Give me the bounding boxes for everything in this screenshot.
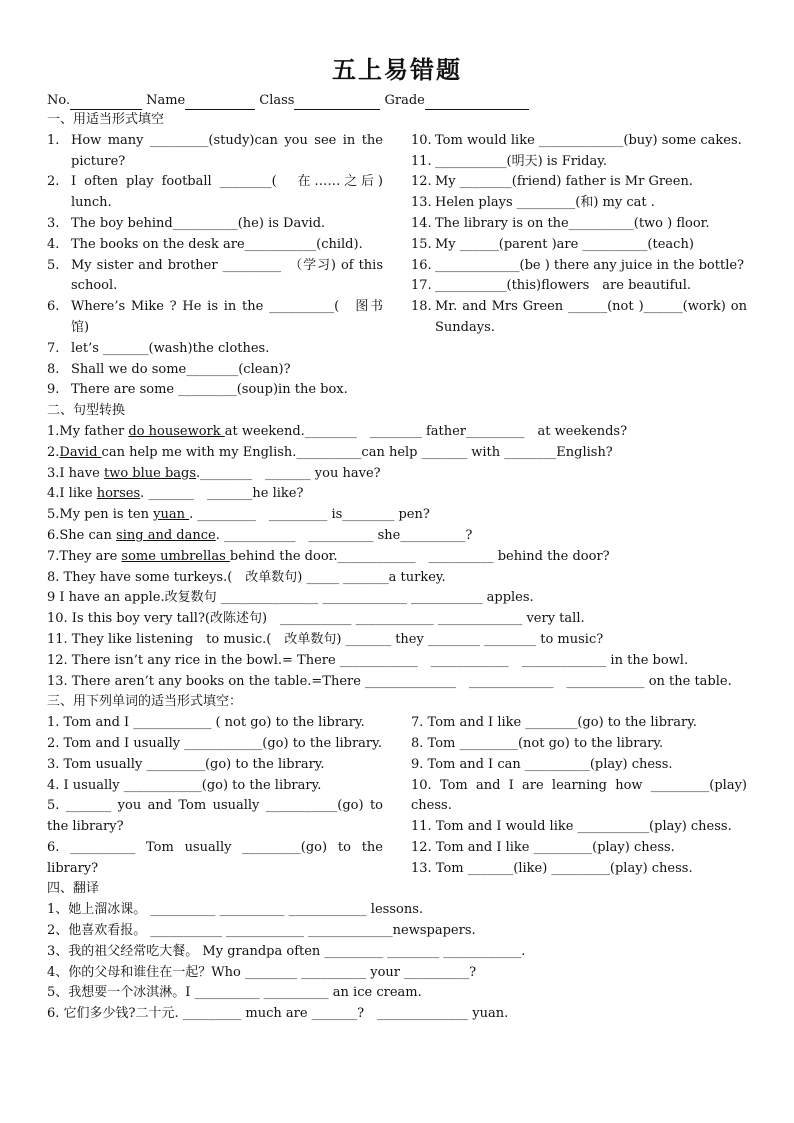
- exercise-item: [47, 588, 747, 609]
- exercise-item: [411, 755, 747, 776]
- exercise-item: [47, 380, 383, 401]
- item-text: 4.I like: [47, 486, 97, 502]
- item-number: 5.: [47, 257, 60, 273]
- exercise-item: [47, 235, 383, 256]
- translation-item: 3、我的祖父经常吃大餐。 My grandpa often _________ ________ ____________.: [47, 943, 526, 959]
- translation-item: 2、他喜欢看报。 ___________ ____________ _____________newspapers.: [47, 923, 476, 939]
- item-text: . ___________ __________ she__________?: [215, 527, 473, 543]
- exercise-item: [411, 131, 747, 152]
- item-number: 6.: [47, 299, 60, 315]
- item-text: 8. They have some turkeys.( 改单数句) _____ _______a turkey.: [47, 569, 446, 585]
- item-text: . _________ _________ is________ pen?: [189, 507, 430, 523]
- part3-left-column: [47, 713, 383, 879]
- translation-item: 4、你的父母和谁住在一起？Who ________ __________ your __________?: [47, 964, 477, 980]
- item-text: 3. Tom usually _________(go) to the library.: [47, 756, 325, 772]
- exercise-item: [411, 713, 747, 734]
- underlined-phrase: two blue bags: [103, 465, 197, 481]
- exercise-item: [47, 672, 747, 693]
- underlined-phrase: some umbrellas: [121, 548, 230, 564]
- item-number: 8.: [47, 361, 60, 377]
- exercise-item: [47, 464, 747, 485]
- item-text: 9 I have an apple.改复数句 _______________ _____________ ___________ apples.: [47, 590, 534, 606]
- item-text: Tom would like _____________(buy) some cakes.: [435, 132, 742, 148]
- item-number: 9.: [47, 382, 60, 398]
- item-text: There are some _________(soup)in the box.: [71, 382, 348, 398]
- exercise-item: [47, 172, 383, 214]
- item-text: The boy behind__________(he) is David.: [71, 215, 326, 231]
- exercise-item: [411, 297, 747, 339]
- exercise-item: [411, 152, 747, 173]
- exercise-item: [47, 713, 383, 734]
- item-text: Helen plays _________(和) my cat .: [435, 195, 655, 211]
- exercise-item: [47, 131, 383, 173]
- item-number: 10.: [411, 132, 432, 148]
- item-text: 7.They are: [47, 548, 122, 564]
- item-text: 13. Tom _______(like) _________(play) chess.: [411, 860, 693, 876]
- part2-list: [47, 422, 747, 692]
- exercise-item: [47, 796, 383, 838]
- item-number: 1.: [47, 132, 60, 148]
- student-info-row: [47, 92, 747, 110]
- item-number: 4.: [47, 236, 60, 252]
- item-text: 2. Tom and I usually ____________(go) to the library.: [47, 735, 382, 751]
- exercise-item: [47, 776, 383, 797]
- item-text: I often play football ________( 在……之后) lunch.: [71, 174, 383, 211]
- worksheet: [47, 52, 747, 1025]
- item-text: The books on the desk are___________(child).: [71, 236, 363, 252]
- item-text: 11. They like listening to music.( 改单数句) _______ they ________ ________ to music?: [47, 631, 604, 647]
- item-number: 7.: [47, 340, 60, 356]
- exercise-item: [47, 360, 383, 381]
- translation-item: 6. 它们多少钱?二十元. _________ much are _______? ______________ yuan.: [47, 1006, 509, 1022]
- page-title: 五上易错题: [332, 55, 462, 84]
- item-text: _____________(be ) there any juice in the bottle?: [435, 257, 745, 273]
- section-heading-2: 二、句型转换: [47, 403, 126, 419]
- translation-item: 5、我想要一个冰淇淋。I __________ __________ an ice cream.: [47, 985, 422, 1001]
- exercise-item: [47, 256, 383, 298]
- item-text: 13. There aren’t any books on the table.=There ______________ _____________ ____________ on the table.: [47, 673, 732, 689]
- item-text: at weekend.________ ________ father_________ at weekends?: [224, 423, 628, 439]
- exercise-item: [47, 734, 383, 755]
- part4-list: [47, 900, 747, 1025]
- item-text: 1.My father: [47, 423, 129, 439]
- section-heading-3: 三、用下列单词的适当形式填空：: [47, 694, 243, 710]
- exercise-item: [47, 651, 747, 672]
- exercise-item: [411, 235, 747, 256]
- exercise-item: [411, 214, 747, 235]
- exercise-item: [47, 443, 747, 464]
- exercise-item: [411, 276, 747, 297]
- underlined-phrase: horses: [96, 486, 141, 502]
- class-field[interactable]: [294, 95, 380, 110]
- item-text: 12. There isn’t any rice in the bowl.= There ____________ ____________ _____________ in the bowl.: [47, 652, 689, 668]
- item-text: let’s _______(wash)the clothes.: [71, 340, 270, 356]
- item-text: 4. I usually ____________(go) to the library.: [47, 777, 322, 793]
- part3-columns: [47, 713, 747, 879]
- item-number: 17.: [411, 278, 432, 294]
- part1-right-column: [411, 131, 747, 401]
- underlined-phrase: sing and dance: [116, 527, 216, 543]
- item-text: 2.: [47, 444, 60, 460]
- item-number: 14.: [411, 215, 432, 231]
- exercise-item: [411, 776, 747, 818]
- item-text: My sister and brother _________ （学习) of this school.: [71, 257, 383, 294]
- name-label: Name: [146, 93, 186, 108]
- exercise-item: [47, 568, 747, 589]
- item-number: 3.: [47, 215, 60, 231]
- item-text: can help me with my English.__________can help _______ with ________English?: [101, 444, 613, 460]
- no-label: No.: [47, 93, 71, 108]
- item-text: 5.My pen is ten: [47, 507, 154, 523]
- part3-right-column: [411, 713, 747, 879]
- exercise-item: [47, 505, 747, 526]
- exercise-item: [47, 484, 747, 505]
- item-number: 12.: [411, 174, 432, 190]
- section-heading-1: 一、用适当形式填空: [47, 112, 165, 127]
- item-text: Mr. and Mrs Green ______(not )______(work) on Sundays.: [435, 299, 747, 335]
- item-text: 12. Tom and I like _________(play) chess.: [411, 839, 675, 855]
- item-text: . _______ _______he like?: [140, 486, 304, 502]
- exercise-item: [47, 838, 383, 880]
- item-text: My ______(parent )are __________(teach): [435, 236, 694, 252]
- exercise-item: [411, 734, 747, 755]
- item-text: 3.I have: [47, 465, 104, 481]
- name-field[interactable]: [185, 95, 255, 110]
- exercise-item: [47, 609, 747, 630]
- translation-item: 1、她上溜冰课。 __________ __________ ____________ lessons.: [47, 902, 423, 918]
- item-text: 10. Is this boy very tall?(改陈述句) ___________ ____________ _____________ very tall.: [47, 611, 585, 627]
- item-number: 16.: [411, 257, 432, 273]
- item-text: 6. __________ Tom usually _________(go) to the library?: [47, 839, 383, 876]
- item-text: Shall we do some________(clean)?: [71, 361, 291, 377]
- item-text: 11. Tom and I would like ___________(play) chess.: [411, 819, 732, 835]
- item-text: 7. Tom and I like ________(go) to the library.: [411, 715, 697, 731]
- item-text: 5. _______ you and Tom usually ___________(go) to the library?: [47, 798, 383, 835]
- exercise-item: [411, 859, 747, 880]
- exercise-item: [411, 817, 747, 838]
- item-number: 15.: [411, 236, 432, 252]
- item-number: 13.: [411, 195, 432, 211]
- exercise-item: [411, 256, 747, 277]
- exercise-item: [411, 193, 747, 214]
- item-text: 10. Tom and I are learning how _________(play) chess.: [411, 777, 747, 814]
- item-text: 8. Tom _________(not go) to the library.: [411, 735, 664, 751]
- underlined-phrase: yuan: [153, 507, 190, 523]
- underlined-phrase: David: [59, 444, 102, 460]
- exercise-item: [47, 630, 747, 651]
- item-number: 18.: [411, 299, 432, 315]
- no-field[interactable]: [70, 95, 142, 110]
- item-text: ___________(this)flowers are beautiful.: [435, 278, 692, 294]
- item-text: How many _________(study)can you see in the picture?: [71, 132, 383, 169]
- exercise-item: [47, 422, 747, 443]
- exercise-item: [411, 172, 747, 193]
- item-text: .________ _______ you have?: [196, 465, 381, 481]
- item-text: 6.She can: [47, 527, 117, 543]
- part1-columns: [47, 131, 747, 401]
- item-text: 9. Tom and I can __________(play) chess.: [411, 756, 673, 772]
- exercise-item: [47, 214, 383, 235]
- item-text: behind the door.____________ __________ behind the door?: [229, 548, 610, 564]
- exercise-item: [47, 526, 747, 547]
- grade-field[interactable]: [425, 95, 529, 110]
- exercise-item: [411, 838, 747, 859]
- item-text: My ________(friend) father is Mr Green.: [435, 174, 693, 190]
- item-text: Where’s Mike ? He is in the __________( 图书馆): [71, 299, 383, 335]
- item-number: 11.: [411, 153, 432, 169]
- exercise-item: [47, 339, 383, 360]
- part1-left-column: [47, 131, 383, 401]
- item-number: 2.: [47, 174, 60, 190]
- item-text: ___________(明天) is Friday.: [435, 153, 607, 169]
- section-heading-4: 四、翻译: [47, 881, 100, 897]
- exercise-item: [47, 755, 383, 776]
- underlined-phrase: do housework: [128, 423, 225, 439]
- exercise-item: [47, 297, 383, 339]
- exercise-item: [47, 547, 747, 568]
- class-label: Class: [259, 93, 295, 108]
- item-text: 1. Tom and I ____________ ( not go) to the library.: [47, 715, 365, 731]
- grade-label: Grade: [384, 93, 425, 108]
- item-text: The library is on the__________(two ) floor.: [435, 215, 710, 231]
